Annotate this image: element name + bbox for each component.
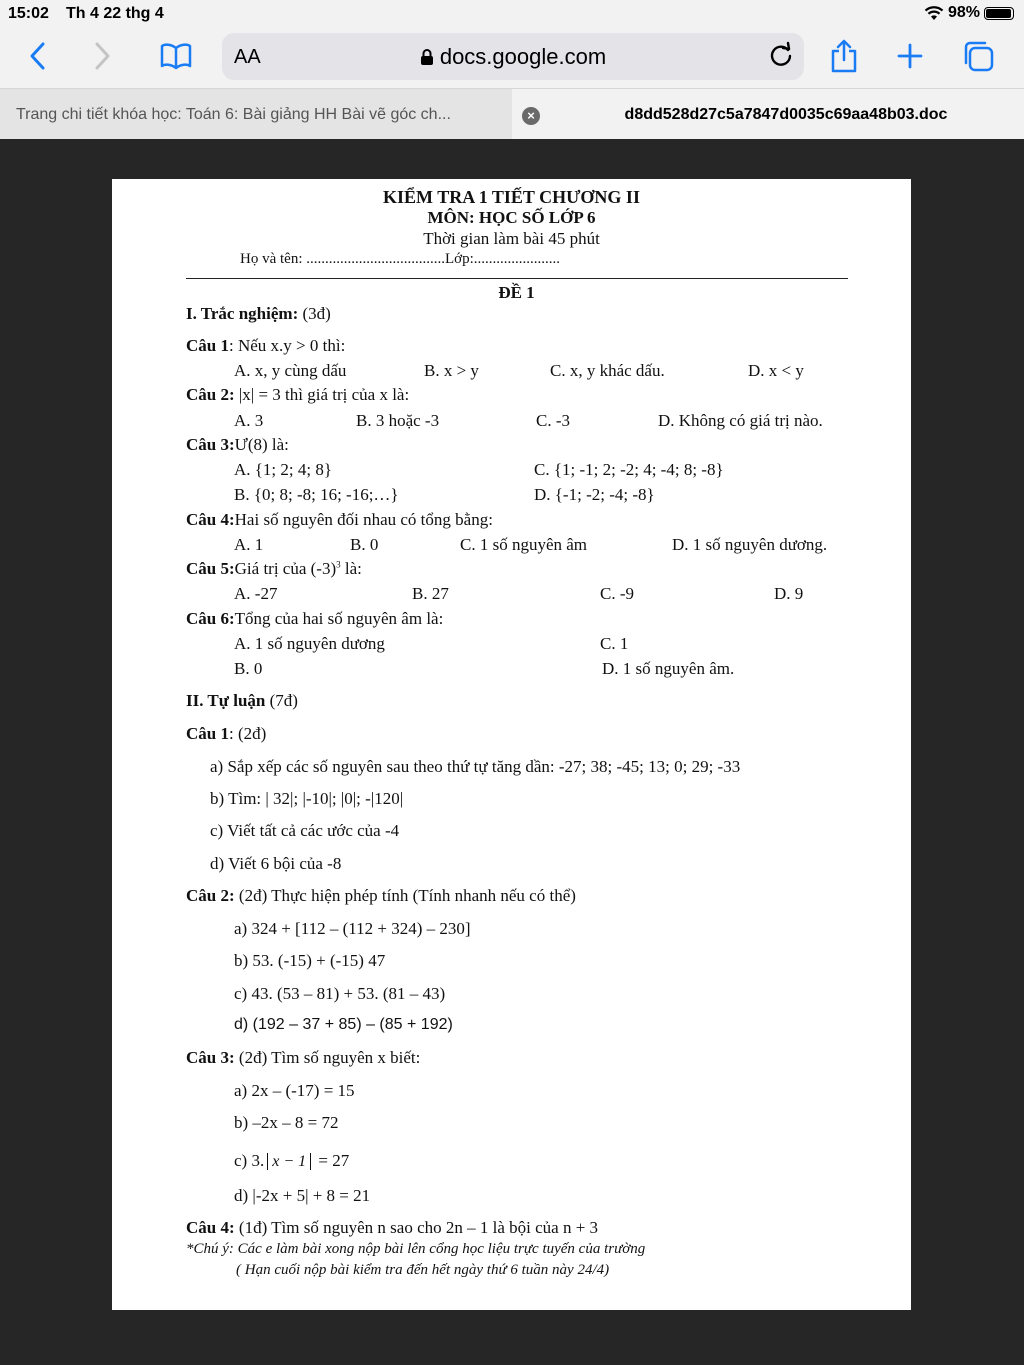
reload-button[interactable] bbox=[766, 41, 796, 76]
section-essay: II. Tự luận (7đ) bbox=[186, 691, 298, 710]
option-d: D. x < y bbox=[748, 361, 804, 380]
share-button[interactable] bbox=[824, 36, 864, 76]
option-b: B. 3 hoặc -3 bbox=[356, 411, 440, 430]
chevron-right-icon bbox=[91, 41, 113, 71]
doc-name-line: Họ và tên: .....................................Lớp:....................... bbox=[240, 251, 560, 267]
option-a: A. -27 bbox=[234, 584, 278, 603]
book-icon bbox=[159, 42, 193, 70]
question-3: Câu 3:Ư(8) là: bbox=[186, 435, 289, 454]
option-c: C. -3 bbox=[536, 411, 570, 430]
essay-item: d) (192 – 37 + 85) – (85 + 192) bbox=[234, 1016, 453, 1033]
essay-item: a) 2x – (-17) = 15 bbox=[234, 1081, 355, 1100]
essay-item: b) Tìm: | 32|; |-10|; |0|; -|120| bbox=[210, 789, 404, 808]
exam-version: ĐỀ 1 bbox=[498, 283, 535, 302]
option-d: D. 1 số nguyên dương. bbox=[672, 535, 828, 554]
close-tab-button[interactable] bbox=[522, 107, 540, 125]
tab-document[interactable] bbox=[548, 89, 1024, 139]
question-4: Câu 4:Hai số nguyên đối nhau có tổng bằng: bbox=[186, 510, 493, 529]
option-c: C. 1 bbox=[600, 634, 629, 653]
tab-course-page[interactable] bbox=[0, 89, 512, 139]
divider bbox=[186, 278, 848, 279]
option-d: D. {-1; -2; -4; -8} bbox=[534, 485, 655, 504]
new-tab-button[interactable] bbox=[890, 36, 930, 76]
close-icon: × bbox=[527, 108, 535, 123]
tab-title: d8dd528d27c5a7847d0035c69aa48b03.doc bbox=[624, 106, 948, 123]
chevron-left-icon bbox=[27, 41, 49, 71]
essay-item: a) Sắp xếp các số nguyên sau theo thứ tự tăng dần: -27; 38; -45; 13; 0; 29; -33 bbox=[210, 757, 741, 776]
essay-item: d) |-2x + 5| + 8 = 21 bbox=[234, 1186, 371, 1205]
forward-button[interactable] bbox=[82, 36, 122, 76]
option-b: B. {0; 8; -8; 16; -16;…} bbox=[234, 485, 399, 504]
essay-item: c) Viết tất cả các ước của -4 bbox=[210, 821, 400, 840]
lock-icon bbox=[420, 48, 434, 66]
option-a: A. 1 số nguyên dương bbox=[234, 634, 385, 653]
note: *Chú ý: Các e làm bài xong nộp bài lên cổng học liệu trực tuyến của trường bbox=[186, 1241, 646, 1257]
browser-toolbar bbox=[0, 28, 1024, 88]
back-button[interactable] bbox=[18, 36, 58, 76]
option-c: C. -9 bbox=[600, 584, 634, 603]
tab-title: Trang chi tiết khóa học: Toán 6: Bài giảng HH Bài vẽ góc ch... bbox=[16, 106, 451, 123]
essay-item: d) Viết 6 bội của -8 bbox=[210, 854, 342, 873]
question-5: Câu 5:Giá trị của $(-3)^3$ là: bbox=[186, 559, 362, 578]
doc-title: KIỂM TRA 1 TIẾT CHƯƠNG II bbox=[383, 187, 640, 207]
option-d: D. 9 bbox=[774, 584, 804, 603]
doc-subject: MÔN: HỌC SỐ LỚP 6 bbox=[427, 208, 596, 227]
status-date: Th 4 22 thg 4 bbox=[66, 5, 164, 22]
bookmarks-button[interactable] bbox=[156, 36, 196, 76]
option-b: B. 27 bbox=[412, 584, 449, 603]
section-multiple-choice: I. Trắc nghiệm: (3đ) bbox=[186, 304, 331, 323]
url-text: docs.google.com bbox=[439, 44, 607, 69]
tabs-overview-button[interactable] bbox=[958, 36, 998, 76]
reader-aa-button[interactable]: AA bbox=[234, 46, 261, 68]
essay-item: c) 43. (53 – 81) + 53. (81 – 43) bbox=[234, 984, 446, 1003]
option-a: A. 1 bbox=[234, 535, 264, 554]
option-b: B. 0 bbox=[350, 535, 379, 554]
status-bar bbox=[0, 0, 1024, 28]
essay-item: a) 324 + [112 – (112 + 324) – 230] bbox=[234, 919, 471, 938]
document-page bbox=[112, 179, 911, 1310]
essay-question-4: Câu 4: (1đ) Tìm số nguyên n sao cho 2n – 1 là bội của n + 3 bbox=[186, 1218, 599, 1237]
share-icon bbox=[829, 38, 859, 74]
url-display[interactable] bbox=[222, 44, 804, 70]
essay-question-3: Câu 3: (2đ) Tìm số nguyên x biết: bbox=[186, 1048, 421, 1067]
option-b: B. x > y bbox=[424, 361, 479, 380]
essay-item: b) 53. (-15) + (-15) 47 bbox=[234, 951, 386, 970]
question-1: Câu 1: Nếu x.y > 0 thì: bbox=[186, 336, 346, 355]
reload-icon bbox=[766, 41, 796, 71]
essay-item: b) –2x – 8 = 72 bbox=[234, 1113, 339, 1132]
status-right bbox=[924, 4, 1014, 22]
tab-bar bbox=[0, 88, 1024, 139]
tabs-icon bbox=[961, 39, 995, 73]
option-c: C. x, y khác dấu. bbox=[550, 361, 665, 380]
battery-icon bbox=[984, 7, 1014, 20]
question-2: Câu 2: |x| = 3 thì giá trị của x là: bbox=[186, 385, 410, 404]
option-b: B. 0 bbox=[234, 659, 263, 678]
address-bar[interactable] bbox=[222, 33, 804, 80]
status-time: 15:02 bbox=[8, 5, 49, 22]
option-c: C. 1 số nguyên âm bbox=[460, 535, 588, 554]
battery-percent: 98% bbox=[947, 4, 980, 21]
option-d: D. 1 số nguyên âm. bbox=[602, 659, 735, 678]
doc-time: Thời gian làm bài 45 phút bbox=[423, 229, 600, 248]
question-6: Câu 6:Tổng của hai số nguyên âm là: bbox=[186, 609, 444, 628]
battery-fill bbox=[986, 9, 1011, 18]
deadline-note: ( Hạn cuối nộp bài kiểm tra đến hết ngày thứ 6 tuần này 24/4) bbox=[236, 1262, 610, 1278]
essay-question-1: Câu 1: (2đ) bbox=[186, 724, 267, 743]
wifi-icon bbox=[924, 5, 944, 21]
option-a: A. x, y cùng dấu bbox=[234, 361, 347, 380]
option-c: C. {1; -1; 2; -2; 4; -4; 8; -8} bbox=[534, 460, 724, 479]
plus-icon bbox=[896, 42, 924, 70]
option-d: D. Không có giá trị nào. bbox=[658, 411, 823, 430]
option-a: A. {1; 2; 4; 8} bbox=[234, 460, 333, 479]
essay-question-2: Câu 2: (2đ) Thực hiện phép tính (Tính nhanh nếu có thể) bbox=[186, 886, 576, 905]
essay-item: c) 3. x − 1 = 27 bbox=[234, 1151, 350, 1170]
option-a: A. 3 bbox=[234, 411, 264, 430]
